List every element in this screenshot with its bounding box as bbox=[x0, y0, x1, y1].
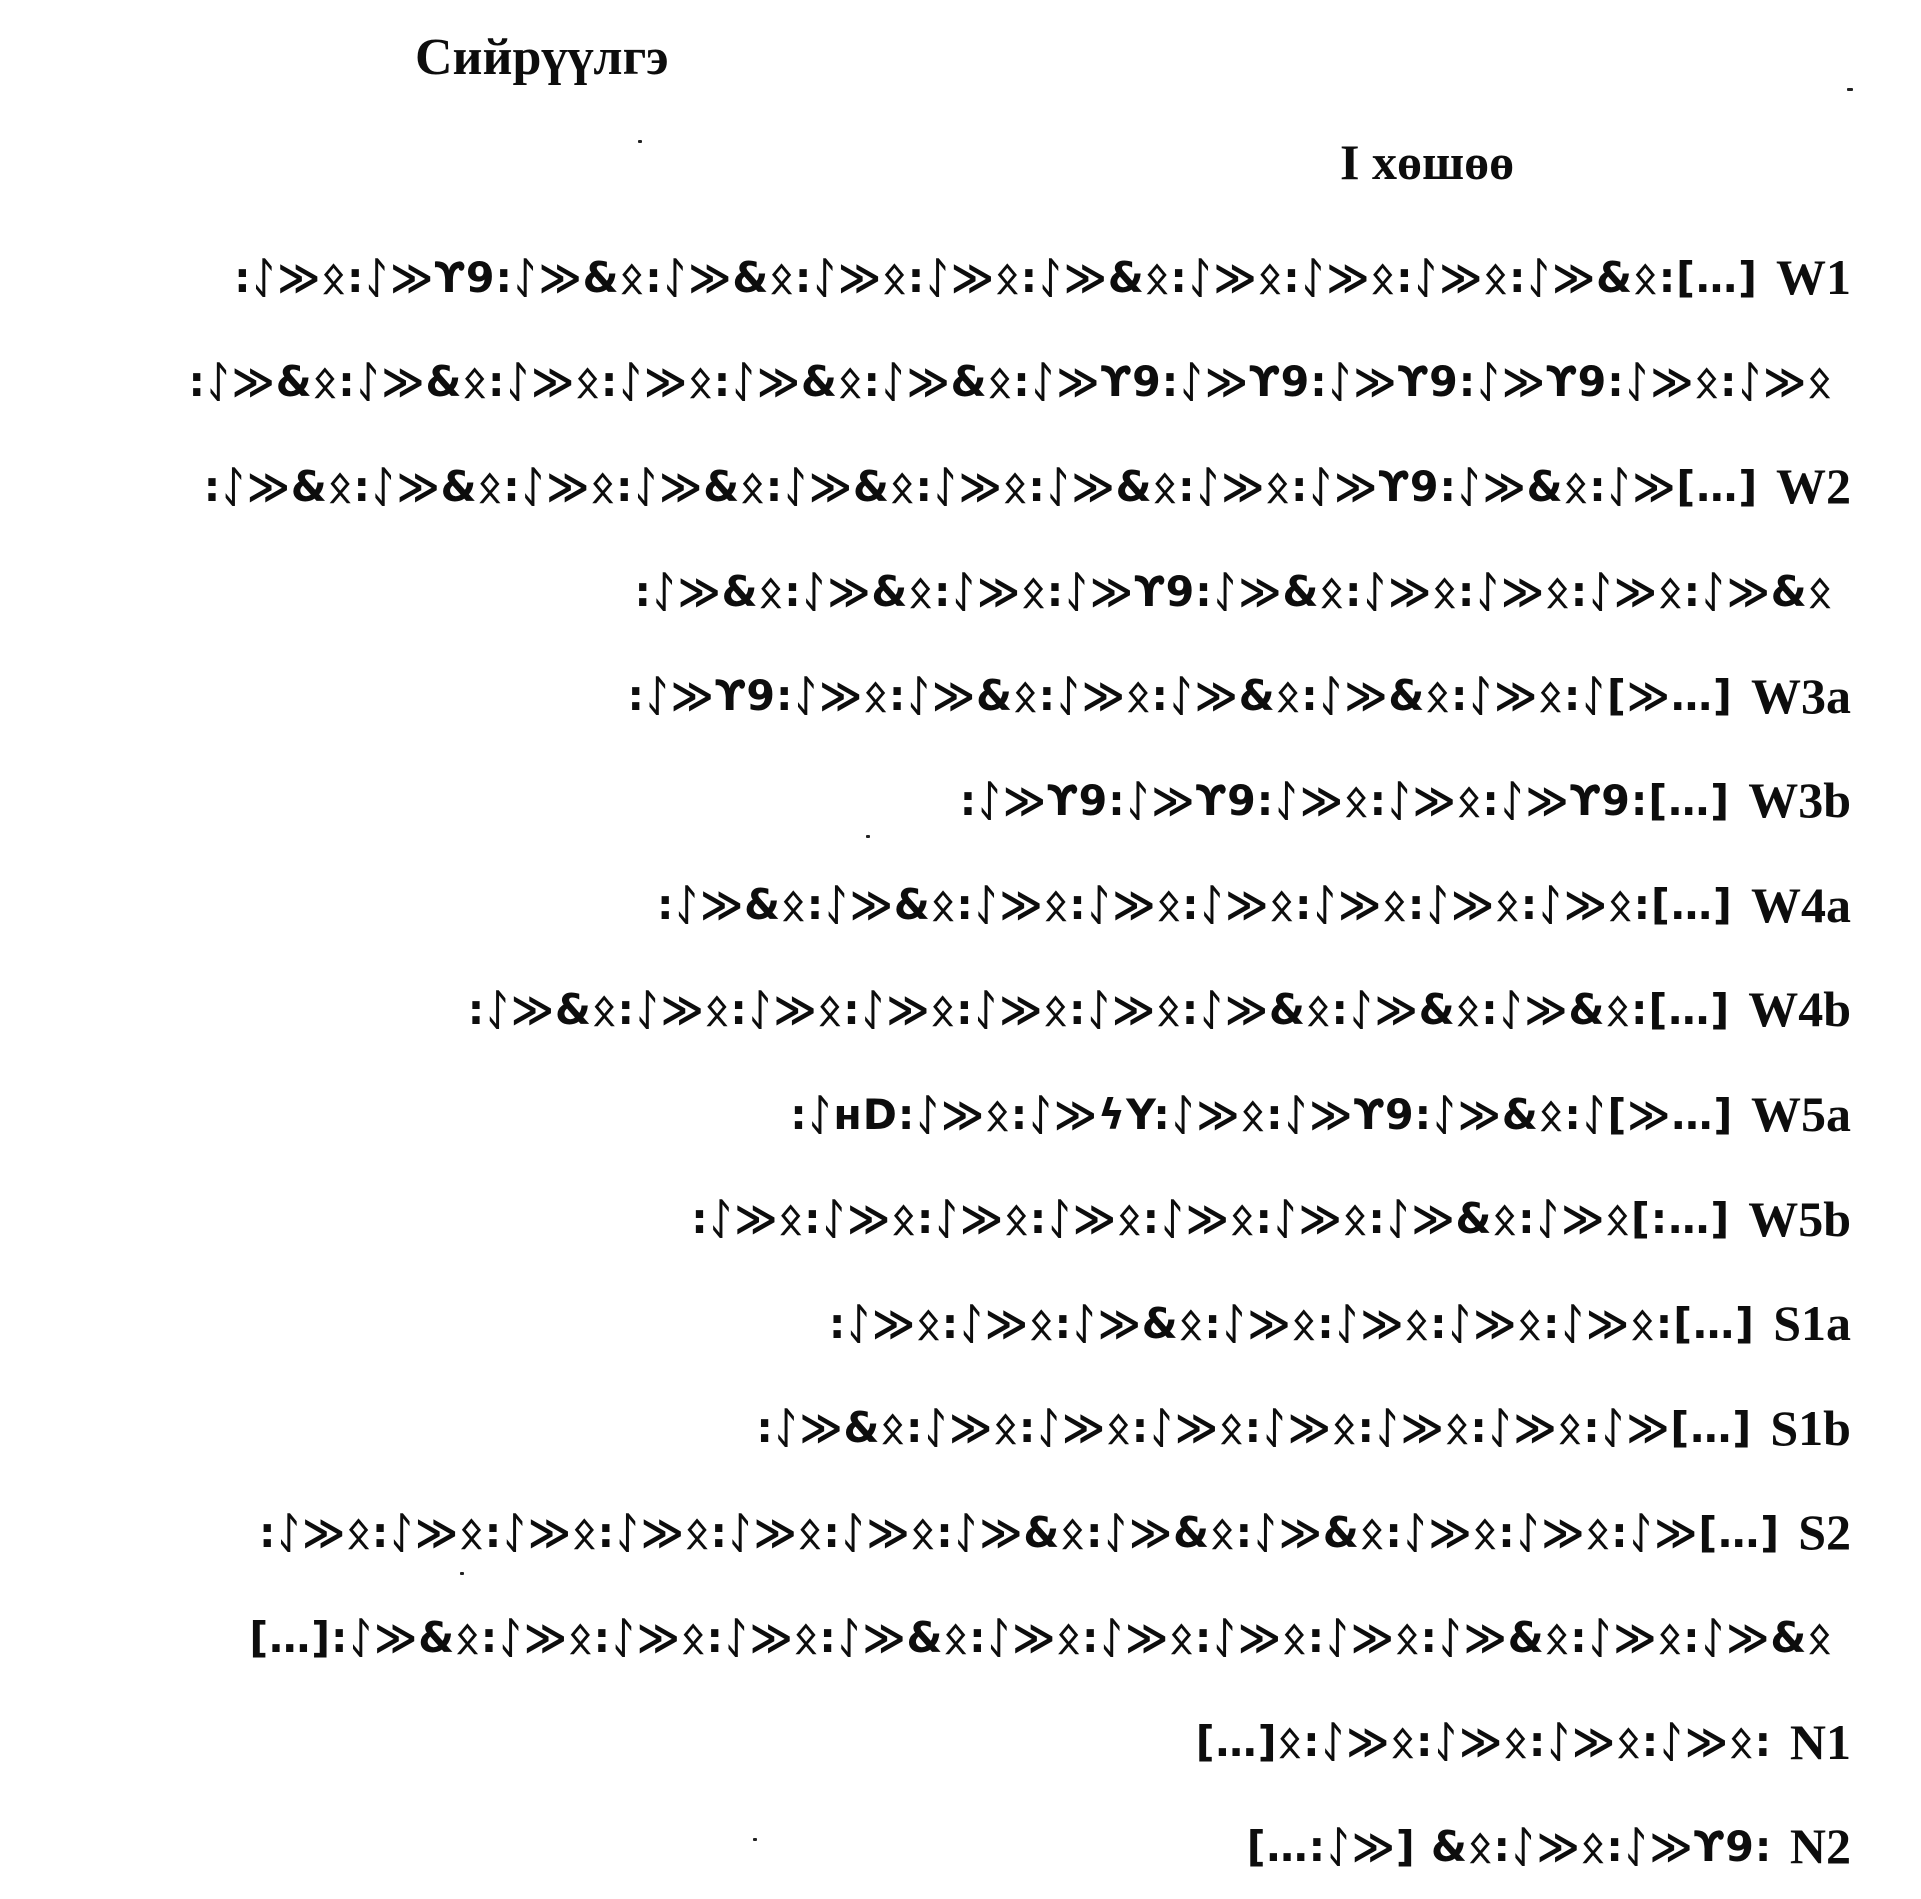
line-label: W2 bbox=[1776, 458, 1851, 515]
line-label: W4b bbox=[1748, 981, 1851, 1038]
inscription-line bbox=[51, 1794, 1851, 1899]
inscription-line bbox=[51, 1585, 1851, 1690]
inscription-lines bbox=[51, 225, 1851, 1899]
inscription-line bbox=[51, 1166, 1851, 1271]
inscription-line bbox=[51, 1062, 1851, 1167]
rune-text: :ᛇ≫&ᛟ:ᛇ≫&ᛟ:ᛇ≫ᛟ:ᛇ≫&ᛟ:ᛇ≫&ᛟ:ᛇ≫ᛟ:ᛇ≫&ᛟ:ᛇ≫ᛟ:ᛇ≫ϒ9:ᛇ≫&ᛟ:ᛇ≫[…] bbox=[203, 461, 1758, 511]
line-label: N1 bbox=[1789, 1713, 1851, 1770]
inscription-line bbox=[51, 957, 1851, 1062]
rune-text: […]:ᛇ≫&ᛟ:ᛇ≫ᛟ:ᛇ≫ᛟ:ᛇ≫ᛟ:ᛇ≫&ᛟ:ᛇ≫ᛟ:ᛇ≫ᛟ:ᛇ≫ᛟ:ᛇ≫ᛟ:ᛇ≫&ᛟ:ᛇ≫ᛟ:ᛇ≫&ᛟ bbox=[249, 1612, 1833, 1662]
inscription-line bbox=[51, 1689, 1851, 1794]
inscription-line bbox=[51, 225, 1851, 330]
line-label: W5b bbox=[1748, 1190, 1851, 1247]
rune-text: :ᛇ≫ϒ9:ᛇ≫ϒ9:ᛇ≫ᛟ:ᛇ≫ᛟ:ᛇ≫ϒ9:[…] bbox=[959, 775, 1731, 825]
line-label: S2 bbox=[1798, 1504, 1851, 1561]
inscription-line bbox=[51, 1376, 1851, 1481]
line-label: W1 bbox=[1776, 249, 1851, 306]
document-title: Сийрүүлгэ bbox=[415, 29, 669, 86]
inscription-line bbox=[51, 539, 1851, 644]
inscription-line bbox=[51, 853, 1851, 958]
line-label: W4a bbox=[1751, 876, 1851, 933]
rune-text: :ᛇ≫ᛟ:ᛇ≫ᛟ:ᛇ≫ᛟ:ᛇ≫ᛟ:ᛇ≫ᛟ:ᛇ≫ᛟ:ᛇ≫&ᛟ:ᛇ≫&ᛟ:ᛇ≫&ᛟ:ᛇ≫ᛟ:ᛇ≫ᛟ:ᛇ≫[…] bbox=[259, 1507, 1781, 1557]
scan-speck bbox=[460, 1572, 464, 1575]
line-label: W3a bbox=[1751, 667, 1851, 724]
scan-speck bbox=[866, 835, 870, 838]
scan-speck bbox=[753, 1838, 757, 1841]
rune-text: :ᛇ≫ᛟ:ᛇ≫ᛟ:ᛇ≫ᛟ:ᛇ≫ᛟ:ᛇ≫ᛟ:ᛇ≫ᛟ:ᛇ≫&ᛟ:ᛇ≫ᛟ[:…] bbox=[691, 1194, 1731, 1244]
rune-text: […]ᛟ:ᛇ≫ᛟ:ᛇ≫ᛟ:ᛇ≫ᛟ:ᛇ≫ᛟ: bbox=[1195, 1717, 1772, 1767]
line-label: S1a bbox=[1773, 1295, 1851, 1352]
line-label: N2 bbox=[1789, 1818, 1851, 1875]
rune-text: :ᛇ≫ϒ9:ᛇ≫ᛟ:ᛇ≫&ᛟ:ᛇ≫ᛟ:ᛇ≫&ᛟ:ᛇ≫&ᛟ:ᛇ≫ᛟ:ᛇ[≫…] bbox=[627, 671, 1733, 721]
rune-text: :ᛇ≫ᛟ:ᛇ≫ϒ9:ᛇ≫&ᛟ:ᛇ≫&ᛟ:ᛇ≫ᛟ:ᛇ≫ᛟ:ᛇ≫&ᛟ:ᛇ≫ᛟ:ᛇ≫ᛟ:ᛇ≫ᛟ:ᛇ≫&ᛟ:[…] bbox=[234, 252, 1758, 302]
rune-text: :ᛇнD:ᛇ≫ᛟ:ᛇ≫ϟY:ᛇ≫ᛟ:ᛇ≫ϒ9:ᛇ≫&ᛟ:ᛇ[≫…] bbox=[789, 1089, 1733, 1139]
section-heading: I хөшөө bbox=[1340, 134, 1515, 190]
rune-text: :ᛇ≫&ᛟ:ᛇ≫&ᛟ:ᛇ≫ᛟ:ᛇ≫ᛟ:ᛇ≫&ᛟ:ᛇ≫&ᛟ:ᛇ≫ϒ9:ᛇ≫ϒ9:ᛇ≫ϒ9:ᛇ≫ϒ9:ᛇ≫ᛟ:ᛇ≫ᛟ bbox=[188, 357, 1833, 407]
inscription-line bbox=[51, 434, 1851, 539]
inscription-line bbox=[51, 748, 1851, 853]
inscription-line bbox=[51, 1271, 1851, 1376]
scan-speck bbox=[638, 140, 642, 143]
inscription-line bbox=[51, 643, 1851, 748]
scan-speck bbox=[1847, 88, 1853, 91]
rune-text: :ᛇ≫ᛟ:ᛇ≫ᛟ:ᛇ≫&ᛟ:ᛇ≫ᛟ:ᛇ≫ᛟ:ᛇ≫ᛟ:ᛇ≫ᛟ:[…] bbox=[829, 1298, 1756, 1348]
rune-text: :ᛇ≫&ᛟ:ᛇ≫ᛟ:ᛇ≫ᛟ:ᛇ≫ᛟ:ᛇ≫ᛟ:ᛇ≫ᛟ:ᛇ≫&ᛟ:ᛇ≫&ᛟ:ᛇ≫&ᛟ:[…] bbox=[467, 984, 1731, 1034]
inscription-line bbox=[51, 330, 1851, 435]
line-label: W5a bbox=[1751, 1086, 1851, 1143]
rune-text: :ᛇ≫&ᛟ:ᛇ≫&ᛟ:ᛇ≫ᛟ:ᛇ≫ϒ9:ᛇ≫&ᛟ:ᛇ≫ᛟ:ᛇ≫ᛟ:ᛇ≫ᛟ:ᛇ≫&ᛟ bbox=[634, 566, 1833, 616]
line-label: W3b bbox=[1748, 772, 1851, 829]
rune-text: :ᛇ≫&ᛟ:ᛇ≫ᛟ:ᛇ≫ᛟ:ᛇ≫ᛟ:ᛇ≫ᛟ:ᛇ≫ᛟ:ᛇ≫ᛟ:ᛇ≫[…] bbox=[756, 1403, 1753, 1453]
line-label: S1b bbox=[1770, 1399, 1851, 1456]
inscription-line bbox=[51, 1480, 1851, 1585]
rune-text: :ᛇ≫&ᛟ:ᛇ≫&ᛟ:ᛇ≫ᛟ:ᛇ≫ᛟ:ᛇ≫ᛟ:ᛇ≫ᛟ:ᛇ≫ᛟ:ᛇ≫ᛟ:[…] bbox=[657, 880, 1733, 930]
rune-text: […:ᛇ≫] &ᛟ:ᛇ≫ᛟ:ᛇ≫ϒ9: bbox=[1246, 1821, 1772, 1871]
